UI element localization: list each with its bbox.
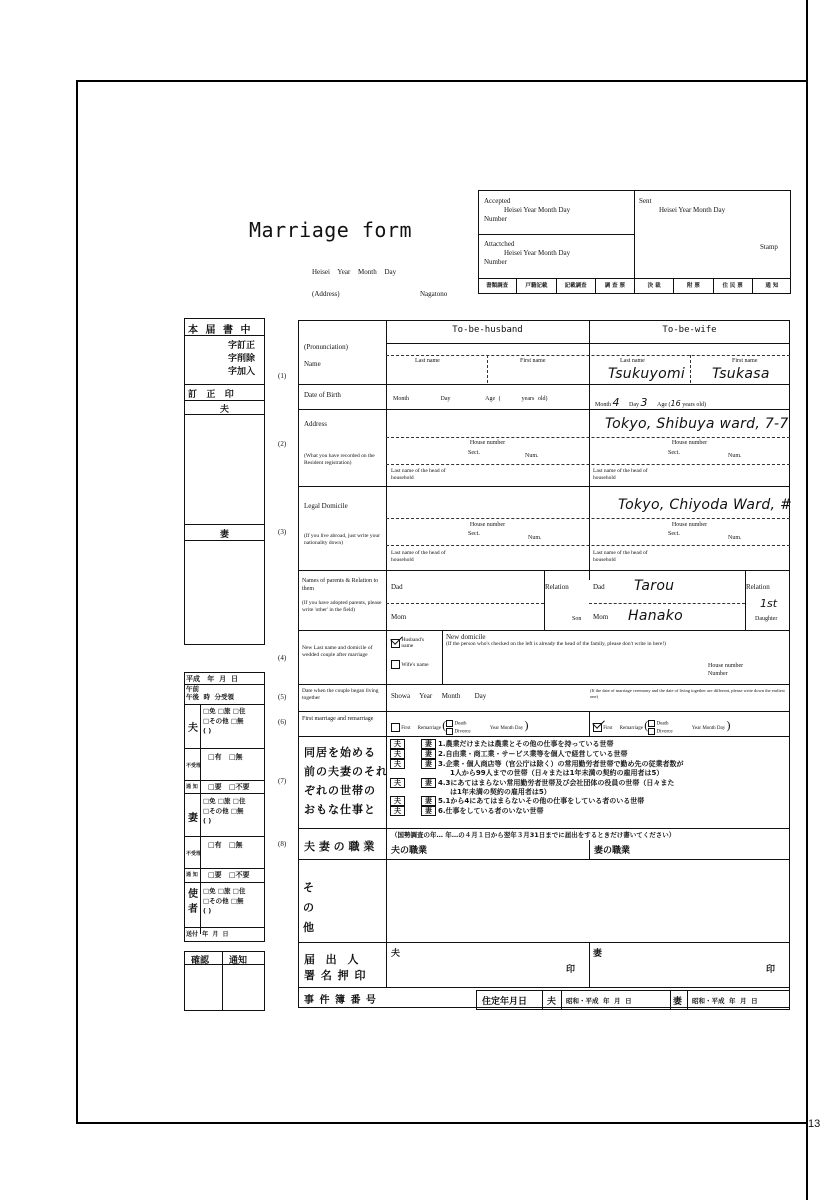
wife-first-name[interactable]: Tsukasa — [712, 366, 770, 382]
wife-dob[interactable]: Month 4 Day 3 Age (16 years old) — [595, 396, 707, 409]
frame-top — [76, 80, 807, 82]
num-label: Num. — [728, 453, 742, 459]
address-label: (Address) — [312, 290, 340, 298]
wife-first-checkbox[interactable] — [593, 723, 602, 732]
address-value: Nagatono — [420, 290, 448, 298]
wife-mom-name[interactable]: Hanako — [628, 608, 684, 624]
send-date: 送付 年 月 日 — [186, 931, 229, 938]
husband-job-label[interactable]: 夫の職業 — [391, 846, 428, 856]
parents-note: (If you have adopted parents, please write 'other' in the field) — [302, 600, 382, 613]
seal-label: 訂 正 印 — [188, 390, 234, 400]
living-together-date[interactable]: Showa Year Month Day — [391, 692, 487, 700]
check-cell: 通 知 — [765, 283, 779, 289]
husband-options: □免 □旅 □住 □その他 □無 ( ) — [203, 707, 246, 735]
tsuchi-2: 通 知 — [186, 872, 198, 878]
num-label: Num. — [528, 535, 542, 541]
fuuchi-2: 不受理 — [186, 851, 202, 857]
new-domicile-label: New domicile — [446, 633, 486, 641]
job-note: （国勢調査の年… 年…の４月１日から翌年３月31日までに届出をするときだけ書いてください） — [391, 831, 676, 839]
check-cell: 書類調査 — [478, 279, 517, 294]
new-last-name-label: New Last name and domicile of wedded couple after marriage — [302, 645, 373, 658]
domicile-label: Legal Domicile — [304, 502, 348, 510]
husband-name-checkbox[interactable] — [391, 639, 400, 648]
husband-last-name-label: Last name — [415, 358, 440, 364]
yes-no-1: □有 □無 — [208, 753, 243, 761]
accepted-block: Accepted Heisei Year Month Day Number — [484, 197, 571, 223]
wife-head-household-2: Last name of the head of household — [593, 550, 648, 563]
form-title: Marriage form — [249, 218, 413, 242]
correction-list: 字訂正 字削除 字加入 — [228, 341, 256, 377]
wife-name-checkbox[interactable] — [391, 660, 400, 669]
yes-no-2: □有 □無 — [208, 841, 243, 849]
messenger-label: 使者 — [188, 889, 198, 915]
husband-house-number: House number — [469, 440, 506, 446]
signer-husband[interactable]: 夫 — [391, 949, 401, 959]
husband-name-option[interactable]: Husband's name — [391, 637, 429, 649]
messenger-options: □免 □旅 □住 □その他 □無 ( ) — [203, 887, 246, 915]
new-domicile-house-number: House number Number — [708, 663, 744, 677]
num-label: Num. — [525, 453, 539, 459]
other-label: その他 — [303, 881, 314, 934]
parents-label: Names of parents & Relation to them — [302, 578, 379, 592]
wife-options: □免 □旅 □住 □その他 □無 ( ) — [203, 797, 246, 825]
husband-first-checkbox[interactable] — [391, 723, 400, 732]
domicile-note: (If you live abroad, just write your nationality down) — [304, 533, 380, 546]
first-marriage-label: First marriage and remarriage — [302, 716, 374, 722]
row-number: (8) — [278, 840, 287, 848]
wife-header: To-be-wife — [662, 325, 717, 335]
wife-relation-value[interactable]: 1st — [760, 597, 778, 610]
address-note: (What you have recorded on the Resident registration) — [304, 453, 375, 466]
panel-wife: 妻 — [220, 530, 230, 540]
reception-time: 午前 午後 時 分受領 — [186, 685, 235, 701]
signer-wife[interactable]: 妻 — [593, 949, 603, 959]
row-number: (2) — [278, 440, 287, 448]
row-number: (6) — [278, 718, 287, 726]
wife-name-option[interactable]: Wife's name — [391, 660, 429, 669]
job-label: 夫 妻 の 職 業 — [304, 840, 375, 853]
residence-husband: 夫 — [547, 997, 557, 1007]
wife-mom-label: Mom — [593, 613, 609, 621]
residence-wife-date[interactable]: 昭和・平成 年 月 日 — [692, 997, 758, 1005]
wife-house-number-2: House number — [671, 522, 708, 528]
sent-block: Sent Heisei Year Month Day — [639, 197, 726, 214]
husband-seal: 印 — [566, 965, 576, 975]
husband-relation-label: Relation — [545, 583, 569, 591]
living-together-note: (If the date of marriage ceremony and the date of living together are different, please write down the earliest one) — [590, 688, 785, 699]
wife-relation-label: Relation — [746, 583, 770, 591]
wife-daughter: Daughter — [755, 616, 778, 622]
notify-label: 通知 — [229, 956, 248, 966]
husband-header: To-be-husband — [452, 325, 523, 335]
sect-label: Sect. — [468, 450, 480, 456]
wife-last-name-label: Last name — [620, 358, 645, 364]
row-number: (5) — [278, 693, 287, 701]
husband-marriage-status[interactable]: First Remarriage ( Death Divorce Year Month Day ) — [391, 718, 529, 736]
wife-dad-label: Dad — [593, 583, 605, 591]
page-number: 13 — [808, 1118, 821, 1130]
check-cell: 決 裁 — [635, 279, 674, 294]
check-cell: 附 票 — [674, 279, 713, 294]
stamp-label: Stamp — [760, 243, 778, 251]
husband-head-household: Last name of the head of household — [391, 468, 446, 481]
reception-wife: 妻 — [188, 813, 198, 824]
confirm-label: 確認 — [191, 956, 210, 966]
check-cell: 調 査 票 — [596, 279, 635, 294]
row-number: (3) — [278, 528, 287, 536]
husband-son: Son — [572, 616, 582, 622]
case-number-label: 事 件 簿 番 号 — [304, 995, 377, 1006]
need-1: □要 □不要 — [208, 783, 250, 791]
frame-left — [76, 80, 78, 1123]
residence-wife: 妻 — [673, 997, 683, 1007]
wife-first-name-label: First name — [732, 358, 758, 364]
wife-job-label[interactable]: 妻の職業 — [594, 846, 631, 856]
need-2: □要 □不要 — [208, 871, 250, 879]
row-number: (1) — [278, 372, 287, 380]
sect-label: Sect. — [668, 531, 680, 537]
signer-label: 届 出 人 署 名 押 印 — [304, 953, 367, 982]
name-label: Name — [304, 360, 321, 368]
tsuchi-1: 通 知 — [186, 784, 198, 790]
reception-husband: 夫 — [188, 723, 198, 734]
living-together-label: Date when the couple began living together — [302, 688, 379, 701]
row-number: (4) — [278, 654, 287, 662]
husband-dad-label: Dad — [391, 583, 403, 591]
wife-address[interactable]: Tokyo, Shibuya ward, 7-7 — [605, 416, 789, 432]
check-cell: 記載調査 — [557, 279, 596, 294]
occupation-label: 同居を始める 前の夫妻のそれ ぞれの世帯の おもな仕事と — [304, 746, 388, 816]
residence-husband-date[interactable]: 昭和・平成 年 月 日 — [566, 997, 632, 1005]
header-date: Heisei Year Month Day — [312, 268, 397, 276]
residence-label: 住定年月日 — [482, 997, 528, 1007]
row-number: (7) — [278, 777, 287, 785]
right-border — [806, 0, 808, 1200]
husband-first-name-label: First name — [520, 358, 546, 364]
occupation-options[interactable]: 夫 妻 1.農業だけまたは農業とその他の仕事を持っている世帯 夫 妻 2.自由業・商工業・サービス業等を個人で経営している世帯 夫 妻 3.企業・個人商店等（官公庁は除く）の常用勤労者世帯で勤め先の従業者数が 1人から99人までの世帯（日々または1年未満の契約の雇用者は5） 夫 妻 4.3にあてはまらない常用勤労者世帯及び会社団体の役員の世帯（日々また は1年未満の契約の雇用者は5） 夫 妻 5.1から4にあてはまらないその他の仕事をしている者のいる世帯 夫 妻 6.仕事をしている者のいない世帯 — [390, 739, 684, 816]
husband-head-household-2: Last name of the head of household — [391, 550, 446, 563]
husband-house-number-2: House number — [469, 522, 506, 528]
dob-label: Date of Birth — [304, 391, 341, 399]
wife-house-number: House number — [671, 440, 708, 446]
address-row-label: Address — [304, 420, 327, 428]
wife-domicile[interactable]: Tokyo, Chiyoda Ward, # — [618, 497, 793, 513]
wife-seal: 印 — [766, 965, 776, 975]
check-cell: 戸籍記載 — [517, 279, 556, 294]
sect-label: Sect. — [468, 531, 480, 537]
office-checks — [478, 279, 791, 294]
panel-header: 本 届 書 中 — [188, 325, 253, 336]
new-domicile-note: (If the person who's checked on the left is already the head of the family, please don't write in here!) — [446, 641, 667, 647]
num-label: Num. — [728, 535, 742, 541]
wife-marriage-status[interactable]: First Remarriage ( Death Divorce Year Month Day ) — [593, 718, 731, 736]
wife-head-household: Last name of the head of household — [593, 468, 648, 481]
husband-mom-label: Mom — [391, 613, 407, 621]
reception-date: 平成 年 月 日 — [186, 675, 239, 683]
fuuchi-1: 不受理 — [186, 763, 202, 769]
attached-block: Attactched Heisei Year Month Day Number — [484, 240, 571, 266]
husband-dob[interactable]: Month Day Age ( years old) — [393, 396, 548, 402]
check-cell: 住 民 票 — [714, 279, 753, 294]
frame-bottom — [76, 1122, 807, 1124]
wife-dad-name[interactable]: Tarou — [634, 578, 675, 594]
panel-husband: 夫 — [220, 405, 230, 415]
wife-last-name[interactable]: Tsukuyomi — [608, 366, 686, 382]
sect-label: Sect. — [668, 450, 680, 456]
pronunciation-label: (Pronunciation) — [304, 343, 348, 351]
